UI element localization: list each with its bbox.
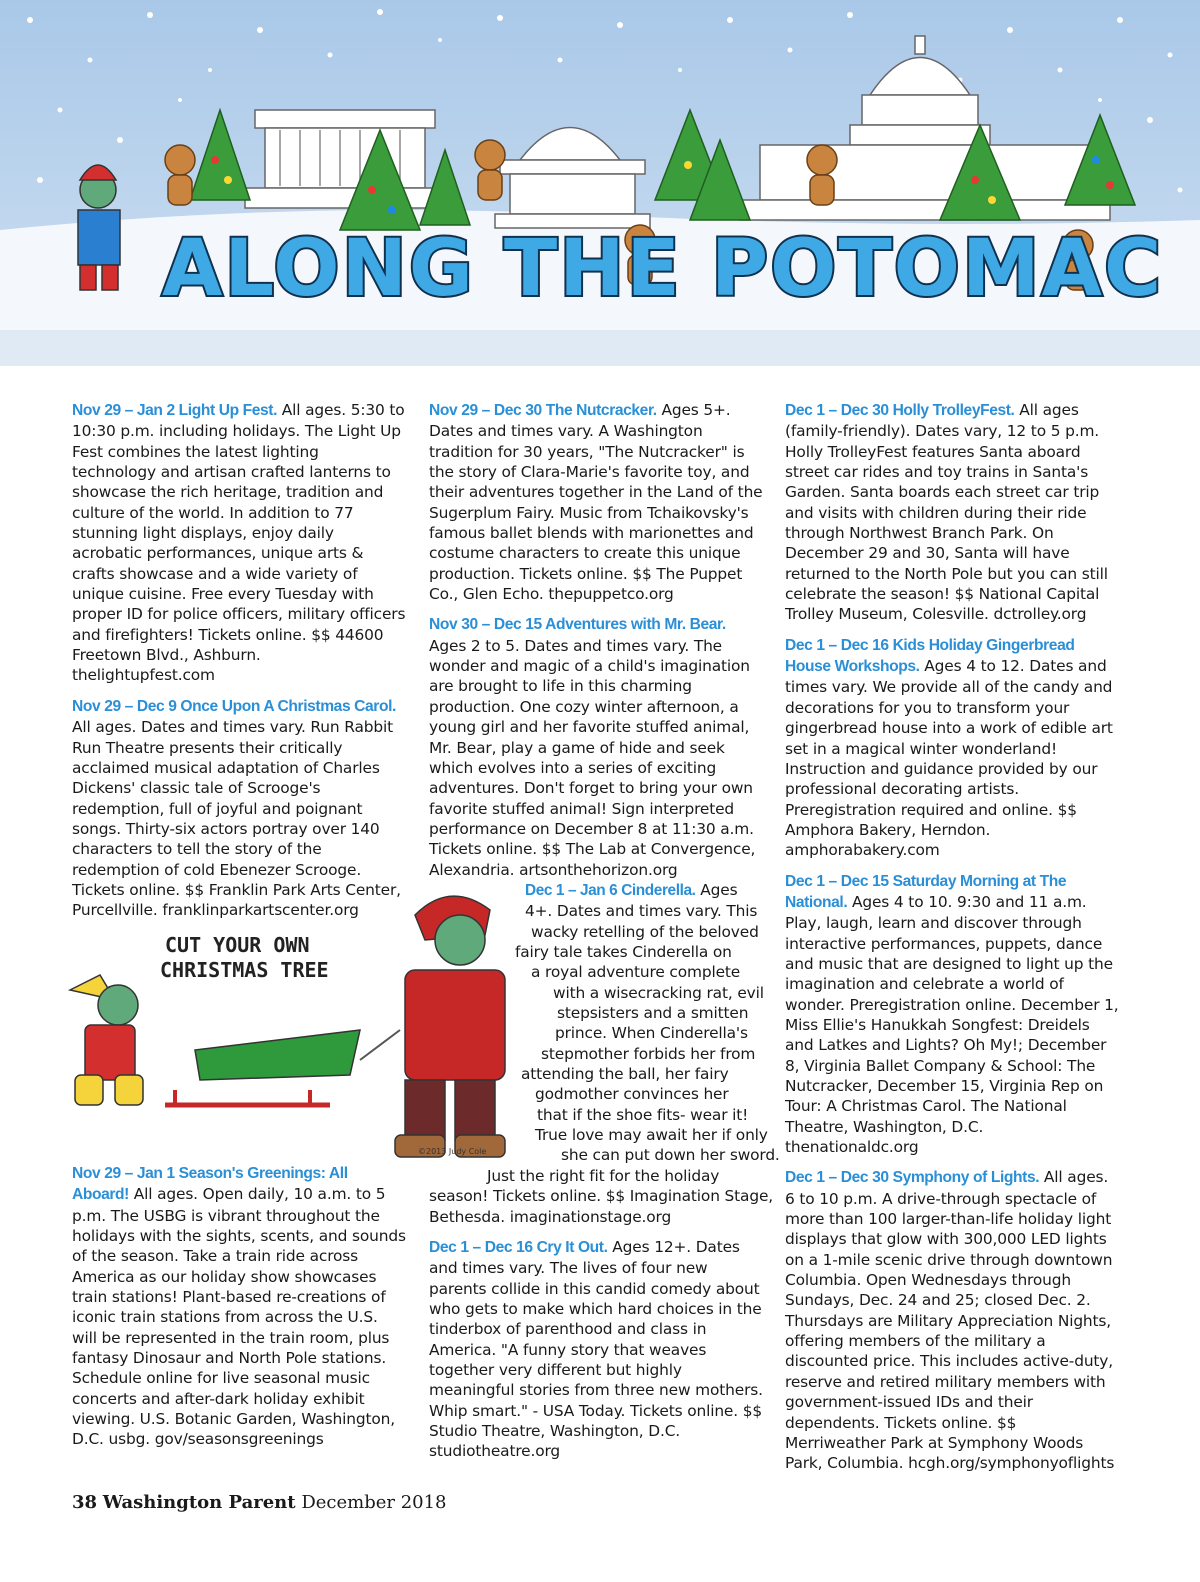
event-listing xyxy=(785,400,1120,625)
frozen-river xyxy=(0,330,1200,366)
event-body: Ages 2 to 5. Dates and times vary. The wonder and magic of a child's imagination are brought to life in this charming production. One cozy winter afternoon, a young girl and her favorite stuffed animal, Mr. Bear, play a game of hide and seek which evolves into a series of exciting adventures. Don't forget to bring your own favorite stuffed animal! Sign interpreted performance on December 8 at 11:30 a.m. Tickets online. $$ The Lab at Convergence, Alexandria. artsonthehorizon.org xyxy=(429,636,756,879)
event-listing xyxy=(72,400,407,686)
cinderella-line: Just the right fit for the holiday xyxy=(487,1166,720,1185)
cinderella-line: wacky retelling of the beloved xyxy=(531,922,759,941)
cinderella-line: Dec 1 – Jan 6 Cinderella. Ages xyxy=(525,881,738,899)
cinderella-line: she can put down her sword. xyxy=(561,1146,780,1165)
small-dinosaur-drawing xyxy=(70,975,143,1105)
cinderella-line: a royal adventure complete xyxy=(531,963,741,982)
publication-name: Washington Parent xyxy=(102,1492,296,1513)
issue-date: December 2018 xyxy=(301,1492,447,1513)
event-body: Ages 4 to 10. 9:30 and 11 a.m. Play, laugh, learn and discover through interactive performances, puppets, dance and music that are designed to light up the imagination and celebrate a world of wonder. Preregistration online. December 1, Miss Ellie's Hanukkah Songfest: Dreidels and Latkes and Lights? Oh My!; December 8, Virginia Ballet Company & School: The Nutcracker, December 15, Virginia Rep on Tour: A Christmas Carol. The National Theatre, Washington, D.C. thenationaldc.org xyxy=(785,892,1119,1157)
event-body: Ages 12+. Dates and times vary. The lives of four new parents collide in this candid comedy about who gets to make which hard choices in the tinderbox of parenthood and class in America. "A funny story that weaves together very different but highly meaningful stories from three new mothers. Whip smart." - USA Today. Tickets online. $$ Studio Theatre, Washington, D.C. studiotheatre.org xyxy=(429,1237,763,1461)
event-listing xyxy=(785,871,1120,1158)
event-listing xyxy=(72,1163,407,1450)
event-body: All ages. 5:30 to 10:30 p.m. including holidays. The Light Up Fest combines the latest lighting technology and artisan crafted lanterns to showcase the rich heritage, tradition and culture of the world. In addition to 77 stunning light displays, enjoy daily acrobatic performances, unique arts & crafts showcase and a wide variety of unique cuisine. Free every Tuesday with proper ID for police officers, military officers and firefighters! Tickets online. $$ 44600 Freetown Blvd., Ashburn. thelightupfest.com xyxy=(72,401,406,685)
event-listing xyxy=(429,400,764,604)
cinderella-line: prince. When Cinderella's xyxy=(555,1024,748,1043)
cinderella-line: godmother convinces her xyxy=(535,1085,729,1104)
event-heading: Dec 1 – Dec 30 Holly TrolleyFest. xyxy=(785,402,1015,419)
cinderella-line: stepmother forbids her from xyxy=(541,1044,756,1063)
event-body: Ages 5+. Dates and times vary. A Washington tradition for 30 years, "The Nutcracker" is the story of Clara-Marie's favorite toy, and their adventures together in the Land of the Sugerplum Fairy. Music from Tchaikovsky's famous ballet blends with marionettes and costume characters to create this unique production. Tickets online. $$ The Puppet Co., Glen Echo. thepuppetco.org xyxy=(429,401,763,604)
column-1 xyxy=(72,400,407,931)
column-3 xyxy=(785,400,1120,1484)
event-heading: Nov 29 – Dec 9 Once Upon A Christmas Carol. xyxy=(72,697,396,715)
event-body: All ages (family-friendly). Dates vary, 12 to 5 p.m. Holly TrolleyFest features Santa aboard street car rides and toy trains in Santa's Garden. Santa boards each street car trip and visits with children during their ride through Northwest Branch Park. On December 29 and 30, Santa will have returned to the North Pole but you can still celebrate the season! $$ National Capital Trolley Museum, Colesville. dctrolley.org xyxy=(785,401,1108,624)
event-body: All ages. Dates and times vary. Run Rabbit Run Theatre presents their critically acclaimed musical adaptation of Charles Dickens' classic tale of Scrooge's redemption, full of joyful and poignant songs. Thirty-six actors portray over 140 characters to tell the story of the redemption of cold Ebenezer Scrooge. Tickets online. $$ Franklin Park Arts Center, Purcellville. franklinparkartscenter.org xyxy=(72,718,401,920)
page-footer xyxy=(72,1492,447,1513)
event-listing-cinderella xyxy=(429,880,780,1472)
banner-title: ALONG THE POTOMAC xyxy=(162,224,1164,314)
page-number: 38 xyxy=(72,1492,98,1513)
event-body: All ages. 6 to 10 p.m. A drive-through spectacle of more than 100 larger-than-life holiday light displays that glow with 300,000 LED lights on a 1-mile scenic drive through downtown Columbia. Open Wednesdays through Sundays, Dec. 24 and 25; closed Dec. 2. Thursdays are Military Appreciation Nights, offering members of the military a discounted price. This includes active-duty, reserve and retired military members with government-issued IDs and their dependents. Tickets online. $$ Merriweather Park at Symphony Woods Park, Columbia. hcgh.org/symphonyoflights xyxy=(785,1168,1115,1473)
cinderella-line: fairy tale takes Cinderella on xyxy=(515,943,732,962)
column-2 xyxy=(429,400,764,890)
event-heading: Dec 1 – Dec 15 Saturday Morning at The National. xyxy=(785,872,1067,911)
event-listing xyxy=(429,614,764,879)
lincoln-memorial-drawing xyxy=(245,110,445,208)
cinderella-line: that if the shoe fits- wear it! xyxy=(537,1105,749,1124)
event-heading: Dec 1 – Jan 6 Cinderella. xyxy=(525,882,696,899)
header-illustration xyxy=(0,0,1200,366)
event-heading: Nov 30 – Dec 15 Adventures with Mr. Bear. xyxy=(429,616,726,634)
cinderella-line: True love may await her if only xyxy=(535,1126,768,1145)
sled-with-tree-drawing xyxy=(165,1030,400,1105)
event-heading: Dec 1 – Dec 30 Symphony of Lights. xyxy=(785,1169,1040,1187)
event-body: All ages. Open daily, 10 a.m. to 5 p.m. The USBG is vibrant throughout the holidays with the sights, scents, and sounds of the season. Take a train ride across America as our holiday show showcases train stations! Plant-based re-creations of iconic train stations from across the U.S. will be represented in the train room, plus fantasy Dinosaur and North Pole stations. Schedule online for live seasonal music concerts and after-dark holiday exhibit viewing. U.S. Botanic Garden, Washington, D.C. usbg. gov/seasonsgreenings xyxy=(72,1185,406,1449)
event-listing xyxy=(785,635,1120,861)
cartoon-credit: ©2013 Judy Cole xyxy=(418,1147,487,1156)
cinderella-line: season! Tickets online. $$ Imagination Stage, xyxy=(429,1187,774,1206)
event-heading: Dec 1 – Dec 16 Cry It Out. xyxy=(429,1238,608,1256)
cartoon-caption-line-2: CHRISTMAS TREE xyxy=(160,958,329,982)
cinderella-line: attending the ball, her fairy xyxy=(521,1065,729,1084)
cinderella-line: 4+. Dates and times vary. This xyxy=(525,902,758,921)
event-heading: Dec 1 – Dec 16 Kids Holiday Gingerbread House Workshops. xyxy=(785,636,1075,676)
cinderella-line: Bethesda. imaginationstage.org xyxy=(429,1207,672,1226)
event-body: Ages 4 to 12. Dates and times vary. We provide all of the candy and decorations for you to transform your gingerbread house into a work of edible art set in a magical winter wonderland! Instruction and guidance provided by our professional decorating artists. Preregistration required and online. $$ Amphora Bakery, Herndon. amphorabakery.com xyxy=(785,657,1113,860)
cinderella-line: stepsisters and a smitten xyxy=(557,1004,749,1023)
event-heading: Nov 29 – Jan 1 Season's Greenings: All Aboard! xyxy=(72,1165,348,1204)
event-listing xyxy=(785,1167,1120,1473)
event-heading: Nov 29 – Dec 30 The Nutcracker. xyxy=(429,402,657,419)
column-1-lower xyxy=(72,1163,407,1460)
event-listing xyxy=(429,1237,764,1462)
cinderella-line: with a wisecracking rat, evil xyxy=(553,983,764,1002)
cartoon-caption-line-1: CUT YOUR OWN xyxy=(165,933,310,957)
event-heading: Nov 29 – Jan 2 Light Up Fest. xyxy=(72,402,278,419)
